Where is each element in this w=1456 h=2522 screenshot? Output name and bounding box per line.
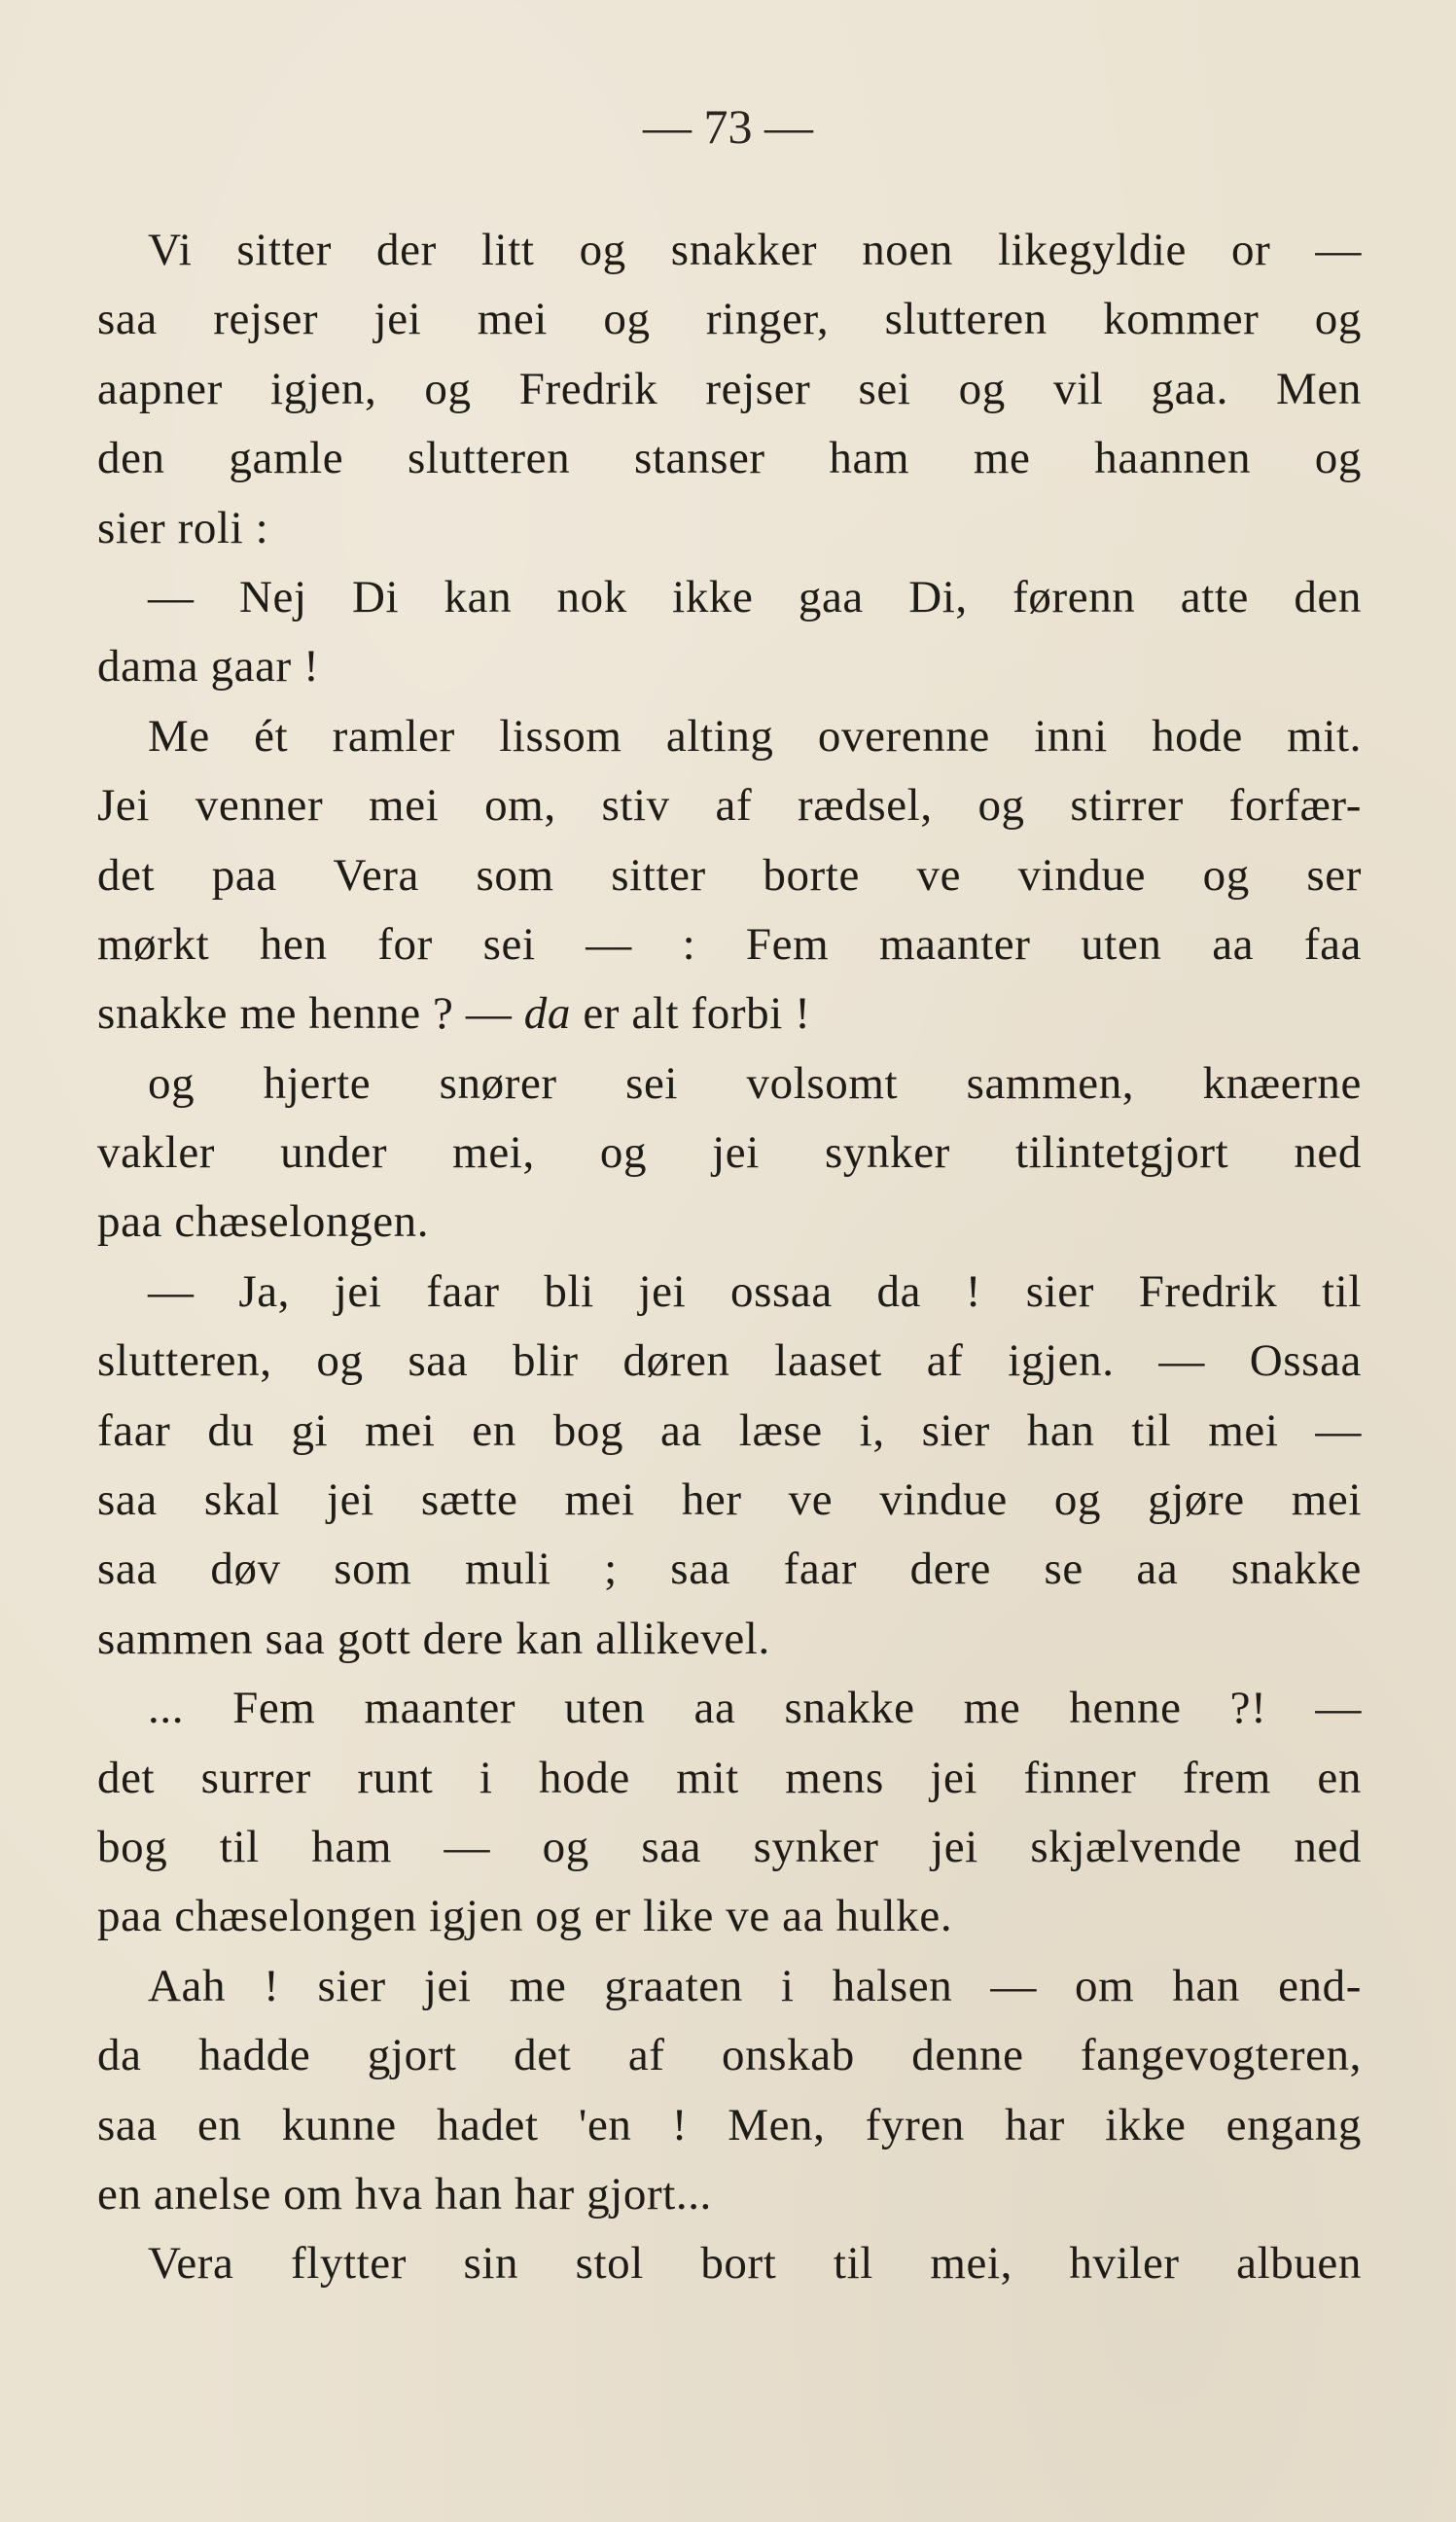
text-line: saa skal jei sætte mei her ve vindue og gjøre mei	[97, 1474, 1362, 1526]
text-line: Vera flytter sin stol bort til mei, hviler albuen	[148, 2238, 1362, 2290]
text-line: og hjerte snører sei volsomt sammen, knæerne	[148, 1057, 1362, 1109]
text-line: bog til ham — og saa synker jei skjælvende ned	[97, 1821, 1362, 1872]
text-line: slutteren, og saa blir døren laaset af igjen. — Ossaa	[97, 1335, 1362, 1387]
text-line: sier roli :	[97, 502, 269, 553]
text-line: ... Fem maanter uten aa snakke me henne ?! —	[148, 1683, 1362, 1734]
text-line: Aah ! sier jei me graaten i halsen — om han end-	[148, 1960, 1362, 2011]
italic-word: da	[523, 988, 571, 1040]
text-line: Me ét ramler lissom alting overenne inni hode mit.	[148, 710, 1362, 762]
text-line: paa chæselongen.	[97, 1196, 430, 1248]
text-line: det surrer runt i hode mit mens jei finner frem en	[97, 1752, 1362, 1803]
text-line: den gamle slutteren stanser ham me haannen og	[97, 433, 1362, 484]
text-line: vakler under mei, og jei synker tilintetgjort ned	[97, 1127, 1362, 1179]
text-line: mørkt hen for sei — : Fem maanter uten aa faa	[97, 918, 1362, 970]
text-line: aapner igjen, og Fredrik rejser sei og vil gaa. Men	[97, 363, 1362, 414]
text-line: faar du gi mei en bog aa læse i, sier han til mei —	[97, 1404, 1362, 1456]
text-line: — Nej Di kan nok ikke gaa Di, førenn atte den	[148, 571, 1362, 622]
text-line: saa en kunne hadet 'en ! Men, fyren har ikke engang	[97, 2099, 1362, 2150]
text-line-tail: er alt forbi !	[570, 988, 811, 1040]
text-line: — Ja, jei faar bli jei ossaa da ! sier Fredrik til	[148, 1265, 1362, 1317]
page-number: — 73 —	[643, 99, 813, 154]
text-line	[97, 979, 1362, 1048]
text-line: saa rejser jei mei og ringer, slutteren kommer og	[97, 294, 1362, 345]
text-line: paa chæselongen igjen og er like ve aa hulke.	[97, 1891, 953, 1942]
text-line-head: snakke me henne ? —	[97, 988, 524, 1040]
text-line: Jei venner mei om, stiv af rædsel, og stirrer forfær-	[97, 780, 1362, 832]
text-line: saa døv som muli ; saa faar dere se aa snakke	[97, 1544, 1362, 1595]
text-line: sammen saa gott dere kan allikevel.	[97, 1613, 770, 1664]
text-line: Vi sitter der litt og snakker noen likegyldie or —	[148, 225, 1362, 275]
body-text	[97, 216, 1362, 2299]
text-line: da hadde gjort det af onskab denne fangevogteren,	[97, 2030, 1362, 2081]
text-line: en anelse om hva han har gjort...	[97, 2168, 712, 2220]
text-line: dama gaar !	[97, 641, 320, 693]
text-line: det paa Vera som sitter borte ve vindue og ser	[97, 849, 1362, 901]
